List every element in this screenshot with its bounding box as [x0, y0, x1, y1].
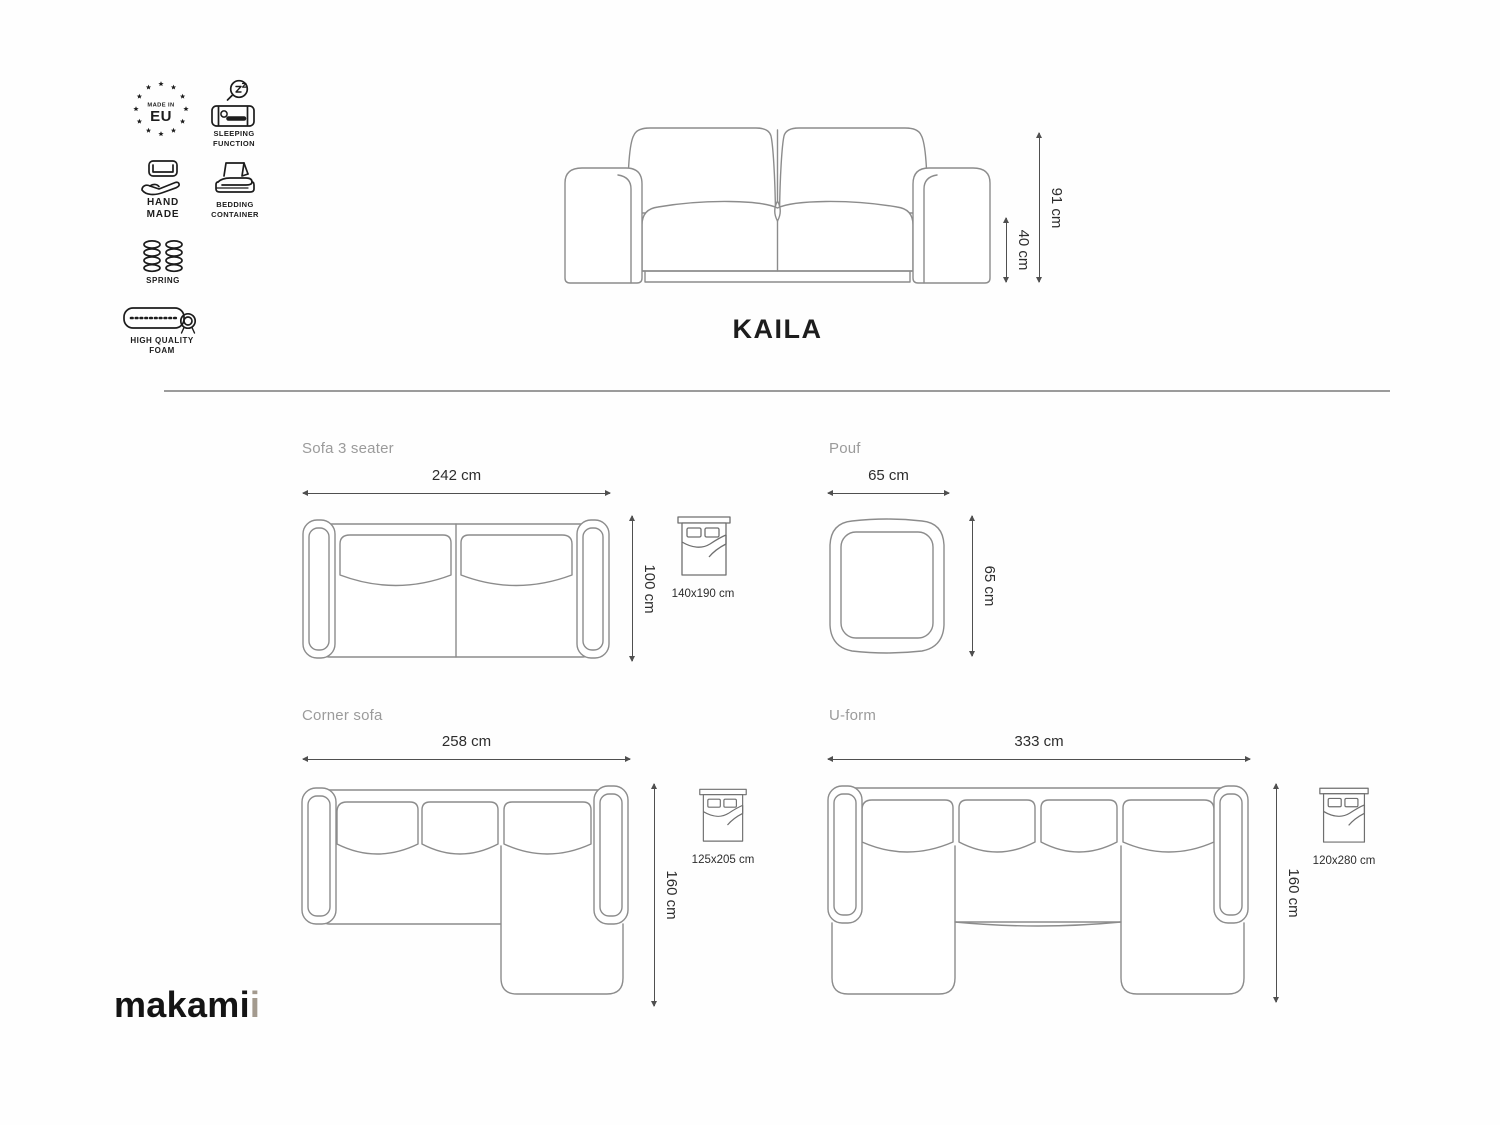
spring-icon — [141, 239, 185, 273]
variant-label-sofa3: Sofa 3 seater — [302, 440, 394, 457]
bedding-container-icon — [212, 160, 258, 198]
high-quality-foam-label: HIGH QUALITY FOAM — [130, 336, 194, 355]
brand-logo — [114, 984, 260, 1026]
spring-label: SPRING — [146, 276, 180, 285]
pouf-depth-value: 65 cm — [981, 565, 998, 607]
corner-bed-size: 125x205 cm — [691, 854, 755, 866]
uform-bed-size: 120x280 cm — [1312, 855, 1376, 867]
bedding-container-label: BEDDING CONTAINER — [211, 200, 259, 219]
front-seat-height-dimension — [1006, 218, 1032, 282]
sleeping-function-icon — [210, 79, 256, 129]
made-in-eu-icon — [132, 80, 190, 138]
hand-made-icon — [138, 159, 188, 199]
uform-width-value: 333 cm — [1014, 733, 1064, 750]
sofa-front-drawing — [555, 113, 1000, 295]
brand-logo-i2: i — [249, 984, 261, 1025]
eu-label: EU — [150, 108, 172, 125]
uform-width-dimension — [828, 733, 1250, 760]
pouf-top-drawing — [824, 514, 950, 656]
pouf-width-dimension — [828, 467, 949, 494]
brand-logo-i1: i — [239, 984, 250, 1025]
corner-depth-value: 160 cm — [663, 870, 680, 920]
front-seat-height-value: 40 cm — [1015, 229, 1032, 271]
corner-top-drawing — [300, 782, 630, 1008]
sofa3-top-drawing — [300, 513, 612, 662]
sofa3-width-value: 242 cm — [431, 467, 482, 484]
pouf-depth-dimension — [972, 516, 998, 656]
sofa3-bed-size: 140x190 cm — [671, 588, 735, 600]
corner-depth-dimension — [654, 784, 680, 1006]
front-height-dimension — [1039, 133, 1065, 282]
product-title: KAILA — [732, 314, 823, 344]
sofa3-depth-dimension — [632, 516, 658, 661]
corner-width-value: 258 cm — [441, 733, 492, 750]
made-in-label: MADE IN — [147, 102, 175, 109]
uform-depth-value: 160 cm — [1285, 868, 1302, 918]
pouf-width-value: 65 cm — [868, 467, 909, 484]
front-height-value: 91 cm — [1048, 187, 1065, 228]
uform-depth-dimension — [1276, 784, 1302, 1002]
uform-top-drawing — [826, 782, 1250, 1008]
sofa3-width-dimension — [303, 467, 610, 494]
brand-logo-main: makam — [114, 984, 240, 1025]
sofa3-bed-icon — [676, 516, 732, 580]
variant-label-uform: U-form — [829, 707, 877, 724]
variant-label-corner: Corner sofa — [302, 707, 383, 724]
hand-made-label: HAND MADE — [146, 197, 180, 220]
sleeping-function-label: SLEEPING FUNCTION — [213, 129, 255, 148]
corner-width-dimension — [303, 733, 630, 760]
uform-bed-icon — [1318, 786, 1370, 848]
divider-line — [164, 390, 1390, 392]
sofa3-depth-value: 100 cm — [641, 563, 658, 614]
high-quality-foam-icon — [123, 303, 199, 335]
variant-label-pouf: Pouf — [829, 440, 861, 457]
corner-bed-icon — [698, 787, 748, 847]
